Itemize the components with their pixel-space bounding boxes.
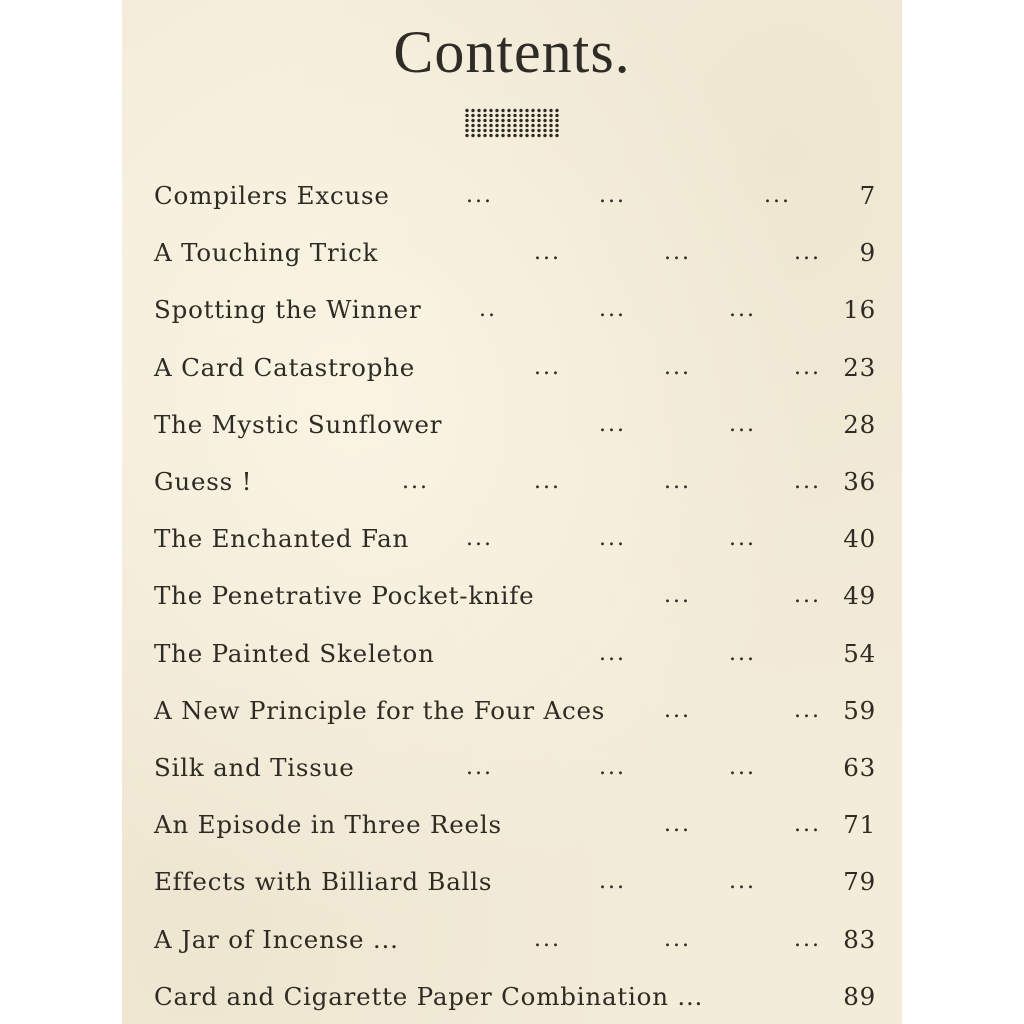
dot-leader: ... (599, 183, 626, 208)
contents-entry (154, 977, 876, 1017)
entry-page-number: 9 (859, 238, 876, 268)
contents-entry (154, 691, 876, 731)
dot-leader: ... (599, 411, 626, 437)
dot-leader: ... (599, 640, 626, 666)
dot-leader: ... (599, 755, 626, 780)
entry-title: A Touching Trick (154, 238, 379, 268)
dot-leader: ... (794, 240, 821, 266)
contents-entry (154, 576, 876, 616)
entry-title: Card and Cigarette Paper Combination ... (154, 981, 704, 1011)
dot-leader: ... (764, 183, 791, 208)
dot-leader: ... (466, 526, 493, 552)
entry-page-number: 79 (843, 867, 876, 897)
dot-leader: ... (729, 526, 756, 552)
page-title: Contents. (393, 19, 631, 85)
entry-title: Spotting the Winner (154, 295, 422, 325)
entry-page-number: 40 (843, 524, 876, 554)
contents-entry (154, 862, 876, 902)
dot-leader: ... (664, 583, 691, 609)
entry-page-number: 23 (843, 352, 876, 382)
dot-leader: ... (729, 411, 756, 437)
entry-title: The Painted Skeleton (154, 638, 435, 668)
dot-leader: ... (664, 469, 691, 494)
contents-entry (154, 176, 876, 216)
dot-leader: ... (729, 755, 756, 780)
dot-leader: ... (599, 526, 626, 552)
entry-page-number: 89 (843, 981, 876, 1011)
dot-leader: ... (729, 640, 756, 666)
contents-entry (154, 805, 876, 845)
entry-page-number: 16 (843, 295, 876, 325)
entry-title: A New Principle for the Four Aces (154, 695, 606, 725)
contents-entry (154, 405, 876, 445)
entry-title: Effects with Billiard Balls (154, 867, 493, 897)
entry-page-number: 7 (859, 181, 876, 210)
dot-leader: ... (466, 183, 493, 208)
dot-leader: ... (794, 354, 821, 380)
entry-page-number: 36 (843, 467, 876, 496)
dot-leader: ... (599, 297, 626, 323)
dot-leader: ... (794, 926, 821, 952)
entry-title: A Jar of Incense ... (154, 924, 399, 954)
dot-leader: ... (664, 240, 691, 266)
entry-title: Guess ! (154, 467, 253, 496)
dot-leader: ... (794, 812, 821, 838)
dot-leader: ... (794, 469, 821, 494)
entry-page-number: 59 (843, 695, 876, 725)
entry-page-number: 83 (843, 924, 876, 954)
dot-leader: ... (664, 354, 691, 380)
ornament-divider (464, 108, 560, 138)
entry-title: The Penetrative Pocket-knife (154, 581, 535, 611)
book-page (122, 0, 902, 1024)
dot-leader: ... (534, 469, 561, 494)
dot-leader: ... (729, 297, 756, 323)
dot-leader: ... (599, 869, 626, 895)
entry-title: Silk and Tissue (154, 753, 355, 782)
contents-entry (154, 348, 876, 388)
contents-entry (154, 233, 876, 273)
dot-leader: ... (794, 697, 821, 723)
dot-leader: ... (534, 926, 561, 952)
contents-entry (154, 519, 876, 559)
entry-page-number: 49 (843, 581, 876, 611)
entry-page-number: 28 (843, 409, 876, 439)
contents-entry (154, 462, 876, 502)
entry-title: The Mystic Sunflower (154, 409, 443, 439)
contents-entry (154, 748, 876, 788)
entry-title: An Episode in Three Reels (154, 810, 502, 840)
dot-leader: ... (466, 755, 493, 780)
dot-leader: ... (794, 583, 821, 609)
dot-leader: ... (664, 697, 691, 723)
entry-page-number: 71 (843, 810, 876, 840)
contents-entry (154, 634, 876, 674)
dot-leader: ... (664, 812, 691, 838)
dot-leader: ... (664, 926, 691, 952)
entry-title: Compilers Excuse (154, 181, 390, 210)
dot-leader: ... (534, 354, 561, 380)
dot-leader: ... (729, 869, 756, 895)
contents-entry (154, 920, 876, 960)
entry-title: A Card Catastrophe (154, 352, 416, 382)
entry-page-number: 54 (843, 638, 876, 668)
contents-entry (154, 290, 876, 330)
dot-leader: ... (402, 469, 429, 494)
entry-title: The Enchanted Fan (154, 524, 410, 554)
dot-leader: ... (534, 240, 561, 266)
dot-leader: .. (479, 297, 497, 323)
entry-page-number: 63 (843, 753, 876, 782)
